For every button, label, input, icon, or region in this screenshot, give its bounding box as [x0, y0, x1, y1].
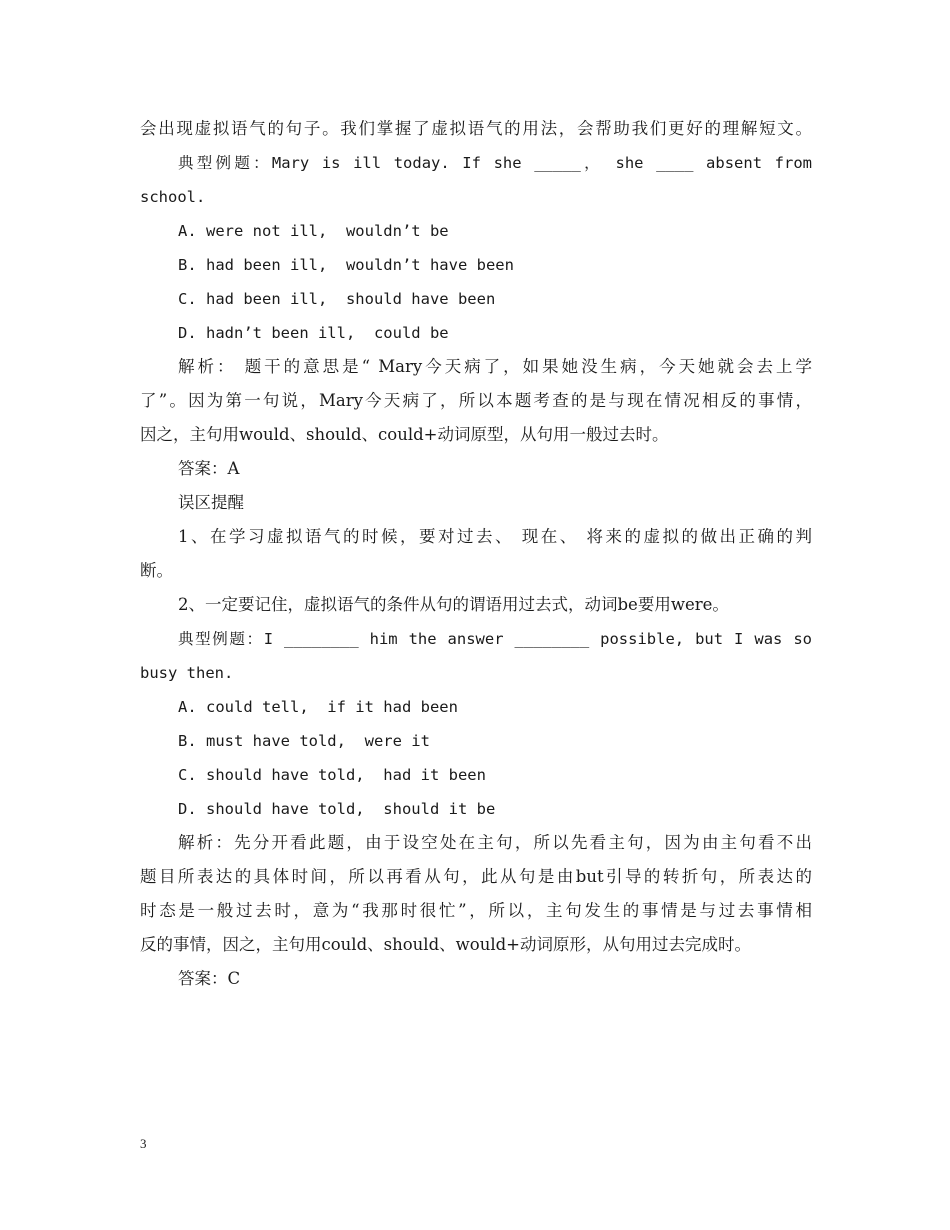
option-b-1: B. had been ill, wouldn’t have been	[178, 256, 514, 274]
option-c-1: C. had been ill, should have been	[178, 290, 496, 308]
mistake-tip-2: 2、一定要记住，虚拟语气的条件从句的谓语用过去式，动词be要用were。	[178, 595, 729, 614]
analysis-2-line-4: 反的事情，因之，主句用could、should、would+动词原形，从句用过去完成时。	[140, 935, 751, 954]
option-d-1: D. hadn’t been ill, could be	[178, 324, 449, 342]
answer-2: 答案：C	[178, 969, 241, 988]
mistake-tip-1-cont: 断。	[140, 561, 173, 580]
option-c-2: C. should have told, had it been	[178, 766, 486, 784]
document-page	[140, 112, 812, 996]
analysis-1-line-1: 解析： 题干的意思是“ Mary今天病了，如果她没生病，今天她就会去上学	[178, 357, 812, 376]
answer-1: 答案：A	[178, 459, 240, 478]
option-a-1: A. were not ill, wouldn’t be	[178, 222, 449, 240]
option-a-2: A. could tell, if it had been	[178, 698, 458, 716]
example-question-2: 典型例题：I ________ him the answer ________ possible, but I was so	[178, 630, 812, 648]
option-b-2: B. must have told, were it	[178, 732, 430, 750]
section-heading-mistakes: 误区提醒	[178, 493, 244, 512]
page-number: 3	[140, 1136, 147, 1151]
analysis-2-line-1: 解析：先分开看此题，由于设空处在主句，所以先看主句，因为由主句看不出	[178, 833, 812, 852]
analysis-1-line-3: 因之，主句用would、should、could+动词原型，从句用一般过去时。	[140, 425, 669, 444]
example-question-1-cont: school.	[140, 188, 206, 206]
example-question-2-cont: busy then.	[140, 664, 234, 682]
option-d-2: D. should have told, should it be	[178, 800, 496, 818]
analysis-2-line-2: 题目所表达的具体时间，所以再看从句，此从句是由but引导的转折句，所表达的	[140, 867, 812, 886]
analysis-1-line-2: 了”。因为第一句说，Mary今天病了，所以本题考查的是与现在情况相反的事情，	[140, 391, 812, 410]
example-question-1: 典型例题：Mary is ill today. If she _____， she ____ absent from	[178, 154, 812, 172]
text-line-1: 会出现虚拟语气的句子。我们掌握了虚拟语气的用法，会帮助我们更好的理解短文。	[140, 119, 812, 138]
mistake-tip-1: 1、在学习虚拟语气的时候，要对过去、 现在、 将来的虚拟的做出正确的判	[178, 527, 812, 546]
analysis-2-line-3: 时态是一般过去时，意为“我那时很忙”，所以，主句发生的事情是与过去事情相	[140, 901, 812, 920]
